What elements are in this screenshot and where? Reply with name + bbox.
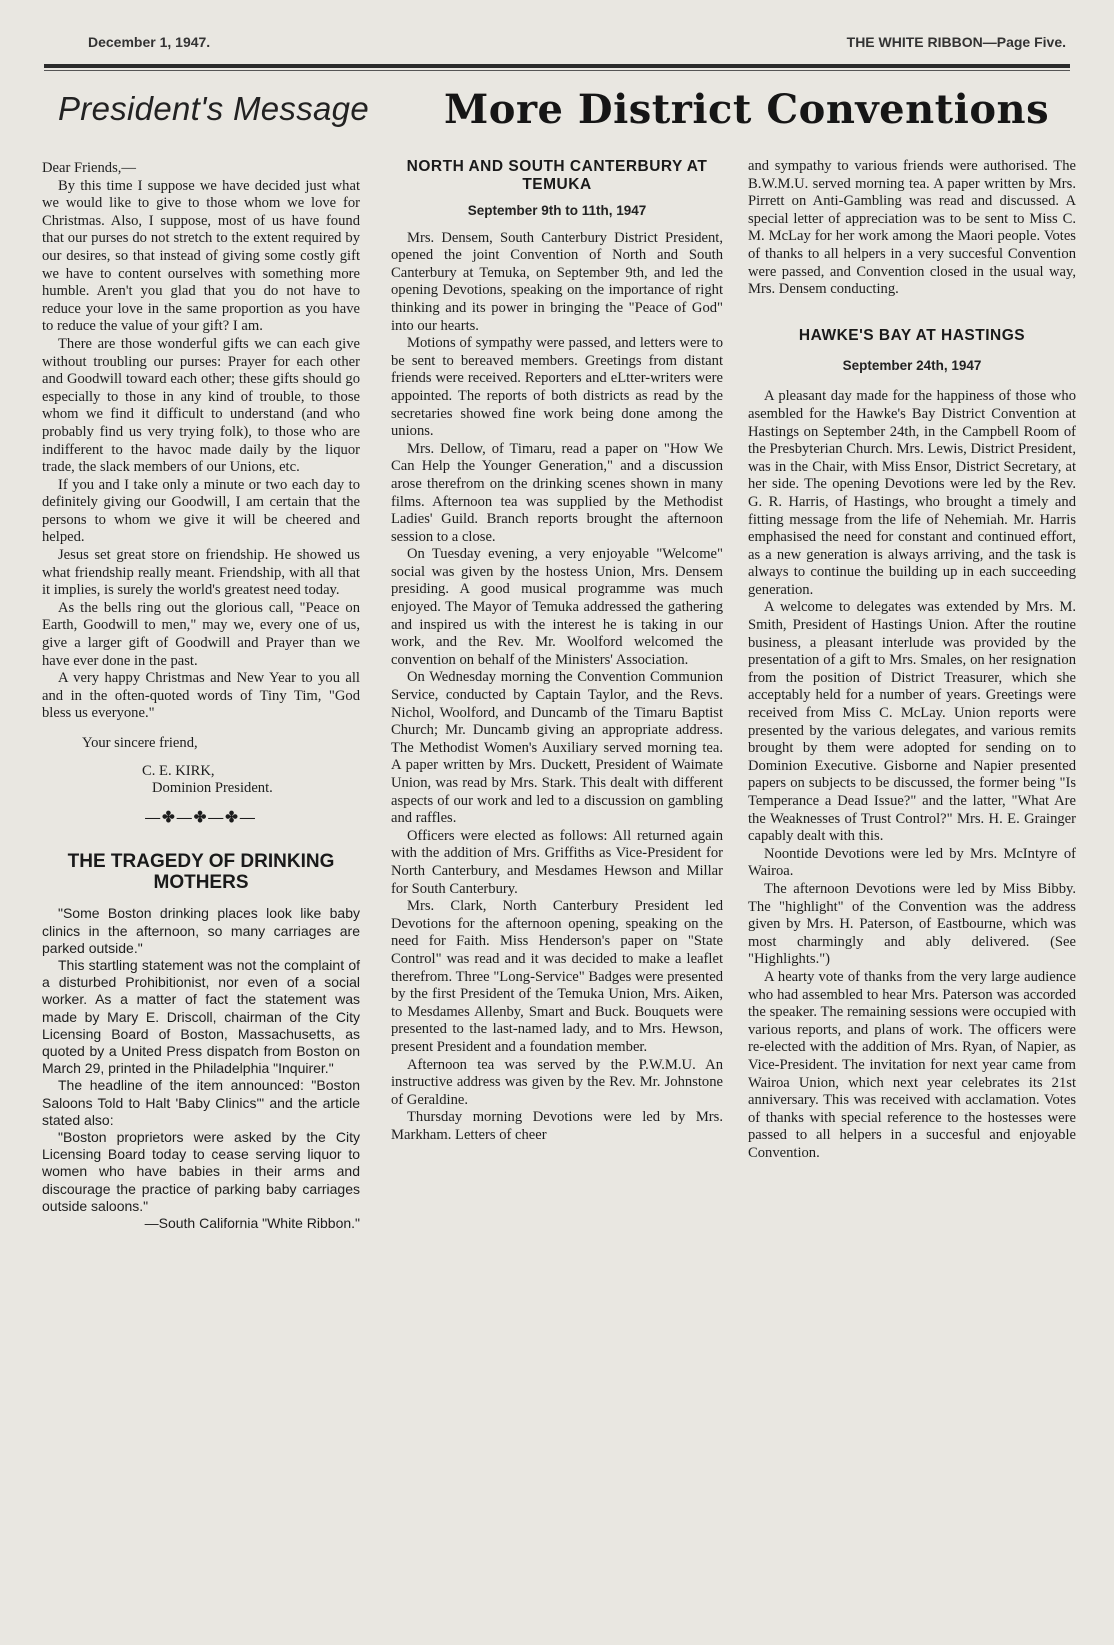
closing: Your sincere friend,	[82, 735, 198, 751]
hawkes-bay-date: September 24th, 1947	[842, 357, 982, 373]
header-rule-thick	[44, 64, 1070, 68]
district-conventions-title: More District Conventions	[444, 86, 1050, 133]
tragedy-heading: THE TRAGEDY OF DRINKING MOTHERS	[67, 851, 335, 894]
canterbury-paragraph: Motions of sympathy were passed, and letters were to be sent to bereaved members. Greetings from distant friends were received. Reporters and eLtter-writers were appointed. The reports of both districts as read by the secretaries showed fine work being done among the unions.	[391, 335, 723, 440]
president-paragraph: Jesus set great store on friendship. He showed us what friendship really meant. Friendship, with all that it implies, is surely the world's greatest need today.	[42, 547, 360, 599]
signature-name: C. E. KIRK,	[142, 762, 215, 779]
signature-role: Dominion President.	[152, 780, 273, 797]
tragedy-paragraph: "Some Boston drinking places look like baby clinics in the afternoon, so many carriages are parked outside."	[42, 905, 360, 956]
column-president	[42, 160, 360, 1232]
canterbury-paragraph: Mrs. Densem, South Canterbury District President, opened the joint Convention of North and South Canterbury at Temuka, on September 9th, and led the opening Devotions, speaking on the importance of right thinking and its power in bringing the "Peace of God" into our hearts.	[391, 229, 723, 334]
page-header	[44, 28, 1070, 54]
column-canterbury	[391, 158, 723, 1144]
canterbury-paragraph: Afternoon tea was served by the P.W.M.U. An instructive address was given by the Rev. Mr. Johnstone of Geraldine.	[391, 1056, 723, 1108]
header-rule-thin	[44, 70, 1070, 71]
tragedy-paragraph: The headline of the item announced: "Boston Saloons Told to Halt 'Baby Clinics'" and the article stated also:	[42, 1077, 360, 1128]
salutation: Dear Friends,—	[42, 160, 137, 176]
hawkes-bay-paragraph: The afternoon Devotions were led by Miss Bibby. The "highlight" of the Convention was the address given by Mrs. H. Paterson, of Eastbourne, which was most charmingly and ably delivered. (See "Highlights.")	[748, 880, 1076, 968]
signoff	[42, 735, 360, 798]
column-hawkes-bay	[748, 158, 1076, 1162]
president-paragraph: By this time I suppose we have decided just what we would like to give to those whom we love for Christmas. Also, I suppose, most of us have found that our purses do not stretch to the extent required by our desires, so that instead of giving some costly gift we have to content ourselves with something more humble. Aren't you glad that you do not have to reduce your love in the same proportion as you have to reduce the value of your gift? I am.	[42, 177, 360, 335]
canterbury-paragraph: Thursday morning Devotions were led by Mrs. Markham. Letters of cheer	[391, 1109, 723, 1143]
tragedy-paragraph: This startling statement was not the complaint of a disturbed Prohibitionist, nor even of a social worker. As a matter of fact the statement was made by Mary E. Driscoll, chairman of the City Licensing Board of Boston, Massachusetts, as quoted by a United Press dispatch from Boston on March 29, printed in the Philadelphia "Inquirer."	[42, 956, 360, 1077]
president-paragraph: If you and I take only a minute or two each day to definitely giving our Goodwill, I am certain that the persons to whom we give it will be cheered and helped.	[42, 476, 360, 546]
canterbury-paragraph: On Wednesday morning the Convention Communion Service, conducted by Captain Taylor, and the Revs. Nichol, Woolford, and Duncamb of the Timaru Baptist Church; Mr. Duncamb giving an appropriate address. The Methodist Women's Auxiliary served morning tea. A paper written by Mrs. Duckett, President of Waimate Union, was read by Mrs. Stark. This dealt with different aspects of our work and led to a discussion on gambling and raffles.	[391, 669, 723, 827]
president-paragraph: There are those wonderful gifts we can each give without troubling our purses: Prayer for each other and Goodwill toward each other; these gifts should go especially to those in any kind of trouble, to those whom we find it difficult to understand (and who probably find us very trying folk), to those who are indifferent to the havoc made daily by the liquor trade, the slack members of our Unions, etc.	[42, 335, 360, 476]
hawkes-bay-paragraph: A pleasant day made for the happiness of those who asembled for the Hawke's Bay District Convention at Hastings on September 24th, in the Campbell Room of the Presbyterian Church. Mrs. Lewis, District President, was in the Chair, with Miss Ensor, District Secretary, at her side. The opening Devotions were led by the Rev. G. R. Harris, of Hastings, who brought a timely and fitting message from the life of Nehemiah. Mr. Harris emphasised the need for constant and continued effort, as a new generation is always arriving, and the task is always to continue the building up in each succeeding generation.	[748, 388, 1076, 598]
canterbury-paragraph: On Tuesday evening, a very enjoyable "Welcome" social was given by the hostess Union, Mrs. Densem presiding. A good musical programme was much enjoyed. The Mayor of Temuka addressed the gathering and inspired us with the interest he is taking in our work, and the Rev. Mr. Woolford welcomed the convention on behalf of the Ministers' Association.	[391, 546, 723, 668]
hawkes-bay-heading: HAWKE'S BAY AT HASTINGS	[798, 326, 1026, 344]
tragedy-paragraph: "Boston proprietors were asked by the City Licensing Board today to cease serving liquor to women who have babies in their arms and discourage the practice of parking baby carriages outside saloons."	[42, 1129, 360, 1214]
canterbury-paragraph: Mrs. Clark, North Canterbury President led Devotions for the afternoon opening, speaking on the need for Faith. Miss Henderson's paper on "State Control" was read and it was decided to make a leaflet therefrom. Three "Long-Service" Badges were presented by the first President of the Temuka Union, Mrs. Aiken, to Mesdames Allenby, Smart and Buck. Bouquets were presented to the last-named lady, and to Mrs. Hewson, present President and a foundation member.	[391, 898, 723, 1055]
issue-date: December 1, 1947.	[88, 34, 211, 50]
hawkes-bay-paragraph: Noontide Devotions were led by Mrs. McIntyre of Wairoa.	[748, 845, 1076, 880]
canterbury-heading: NORTH AND SOUTH CANTERBURY AT TEMUKA	[406, 158, 708, 193]
hawkes-bay-paragraph: A hearty vote of thanks from the very large audience who had assembled to hear Mrs. Paterson was accorded the speaker. The remaining sessions were occupied with various reports, and plans of work. The officers were re-elected with the addition of Mrs. Ryan, of Napier, as Vice-President. The invitation for next year came from Wairoa Union, which next year celebrates its 21st anniversary. This was received with acclamation. Votes of thanks with special reference to the hostesses were passed to all helpers in a succesful and enjoyable Convention.	[748, 968, 1076, 1161]
tragedy-credit: —South California "White Ribbon."	[144, 1215, 360, 1232]
hawkes-bay-paragraph: A welcome to delegates was extended by Mrs. M. Smith, President of Hastings Union. After the routine business, a pleasant interlude was provided by the presentation of a gift to Mrs. Smales, on her resignation from the position of District Treasurer, which she acceptably held for a number of years. Greetings were received from Miss C. McLay. Union reports were presented by the various delegates, and various remits brought by them were adopted for sending on to Dominion Executive. Gisborne and Napier presented papers on subjects to be discussed, the former being "Is Temperance a Dead Issue?" and the latter, "What Are the Weaknesses of Trust Control?" Mrs. H. E. Grainger capably dealt with this.	[748, 599, 1076, 845]
page-label: THE WHITE RIBBON—Page Five.	[846, 34, 1066, 50]
canterbury-date: September 9th to 11th, 1947	[467, 203, 647, 218]
canterbury-paragraph: Officers were elected as follows: All returned again with the addition of Mrs. Griffiths as Vice-President for North Canterbury, and Mesdames Hewson and Millar for South Canterbury.	[391, 827, 723, 897]
canterbury-continuation: and sympathy to various friends were authorised. The B.W.M.U. served morning tea. A paper written by Mrs. Pirrett on Anti-Gambling was read and discussed. A special letter of appreciation was to be sent to Miss C. M. McLay for her work among the Maori people. Votes of thanks to all helpers in a very succesful Convention were passed, and Convention closed in the usual way, Mrs. Densem conducting.	[748, 158, 1076, 298]
president-paragraph: A very happy Christmas and New Year to you all and in the often-quoted words of Tiny Tim, "God bless us everyone."	[42, 670, 360, 722]
presidents-message-title: President's Message	[58, 90, 369, 127]
ornament-divider: —✤—✤—✤—	[145, 809, 257, 826]
tragedy-article	[42, 905, 360, 1232]
president-paragraph: As the bells ring out the glorious call, "Peace on Earth, Goodwill to men," may we, every one of us, give a larger gift of Goodwill and Prayer than we have ever done in the past.	[42, 599, 360, 669]
canterbury-paragraph: Mrs. Dellow, of Timaru, read a paper on "How We Can Help the Younger Generation," and a discussion arose therefrom on the drinking scenes shown in many films. Afternoon tea was supplied by the Methodist Ladies' Guild. Branch reports brought the afternoon session to a close.	[391, 440, 723, 545]
